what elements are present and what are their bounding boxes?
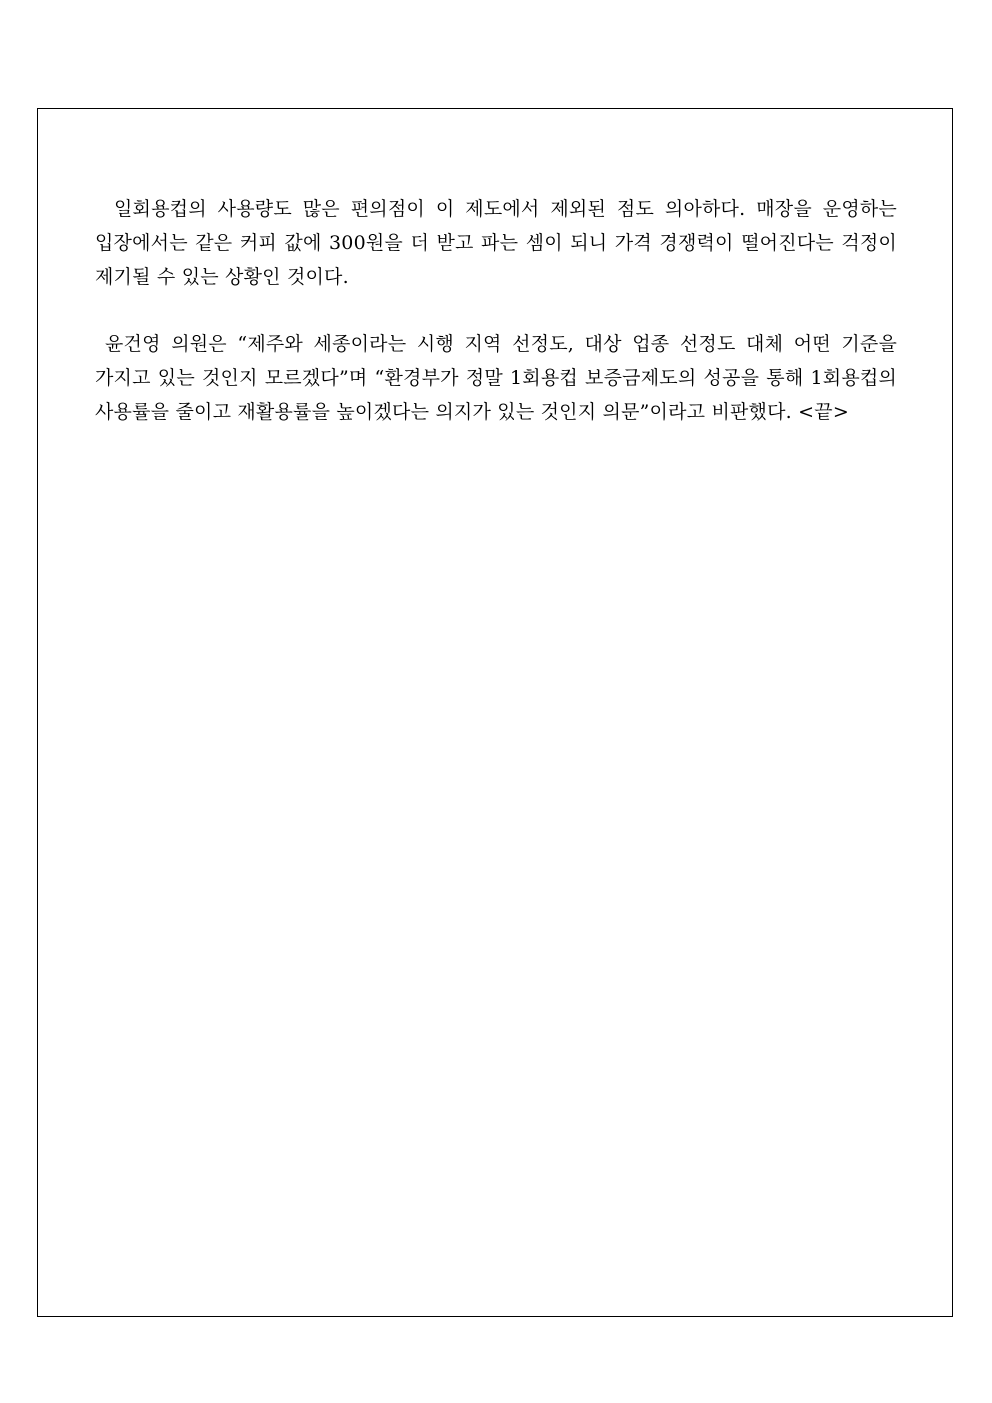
document-body [95, 192, 897, 429]
paragraph-1-text: 일회용컵의 사용량도 많은 편의점이 이 제도에서 제외된 점도 의아하다. 매장을 운영하는 입장에서는 같은 커피 값에 300원을 더 받고 파는 셈이 되니 가격 경쟁력이 떨어진다는 걱정이 제기될 수 있는 상황인 것이다. [95, 198, 897, 288]
paragraph-1 [95, 192, 897, 294]
paragraph-2 [95, 327, 897, 429]
paragraph-2-text: 윤건영 의원은 “제주와 세종이라는 시행 지역 선정도, 대상 업종 선정도 대체 어떤 기준을 가지고 있는 것인지 모르겠다”며 “환경부가 정말 1회용컵 보증금제도의 성공을 통해 1회용컵의 사용률을 줄이고 재활용률을 높이겠다는 의지가 있는 것인지 의문”이라고 비판했다. <끝> [95, 333, 897, 423]
